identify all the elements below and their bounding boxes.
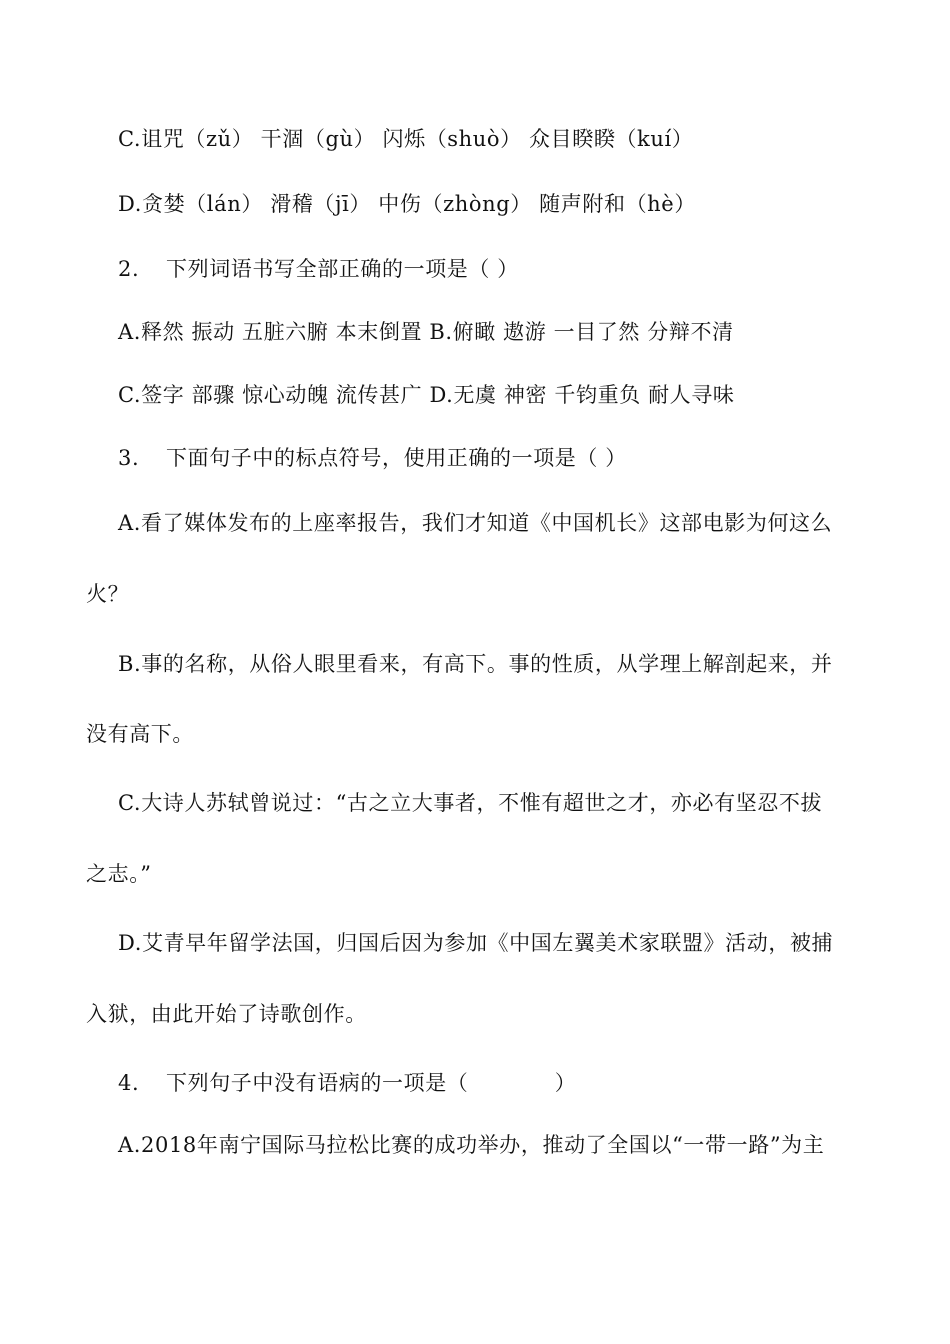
q1-option-d: D.贪婪（lán） 滑稽（jī） 中伤（zhòng） 随声附和（hè） — [118, 192, 696, 216]
q3-option-b-line2: 没有高下。 — [86, 722, 194, 746]
question-3-number: 3. — [118, 446, 140, 470]
question-4-text: 下列句子中没有语病的一项是（ ） — [166, 1071, 577, 1095]
q3-option-d-line2: 入狱，由此开始了诗歌创作。 — [86, 1002, 367, 1026]
q1-option-c: C.诅咒（zǔ） 干涸（gù） 闪烁（shuò） 众目睽睽（kuí） — [118, 127, 694, 151]
q2-options-ab: A.释然 振动 五脏六腑 本末倒置 B.俯瞰 遨游 一目了然 分辩不清 — [118, 320, 734, 344]
question-2-text: 下列词语书写全部正确的一项是（ ） — [166, 257, 519, 281]
q3-option-a-line1: A.看了媒体发布的上座率报告，我们才知道《中国机长》这部电影为何这么 — [118, 511, 833, 535]
question-2-stem — [118, 255, 519, 283]
q3-option-d-line1: D.艾青早年留学法国，归国后因为参加《中国左翼美术家联盟》活动，被捕 — [118, 931, 834, 955]
question-2-number: 2. — [118, 257, 140, 281]
q3-option-c-line2: 之志。” — [86, 862, 152, 886]
question-4-number: 4. — [118, 1071, 140, 1095]
q2-options-cd: C.签字 部骤 惊心动魄 流传甚广 D.无虞 神密 千钧重负 耐人寻味 — [118, 383, 735, 407]
question-4-stem — [118, 1069, 576, 1097]
q3-option-c-line1: C.大诗人苏轼曾说过：“古之立大事者，不惟有超世之才，亦必有坚忍不拔 — [118, 791, 823, 815]
question-3-stem — [118, 444, 627, 472]
q3-option-b-line1: B.事的名称，从俗人眼里看来，有高下。事的性质，从学理上解剖起来，并 — [118, 652, 833, 676]
question-3-text: 下面句子中的标点符号，使用正确的一项是（ ） — [166, 446, 627, 470]
q4-option-a-line1: A.2018年南宁国际马拉松比赛的成功举办，推动了全国以“一带一路”为主 — [118, 1133, 825, 1157]
q3-option-a-line2: 火？ — [86, 582, 130, 606]
